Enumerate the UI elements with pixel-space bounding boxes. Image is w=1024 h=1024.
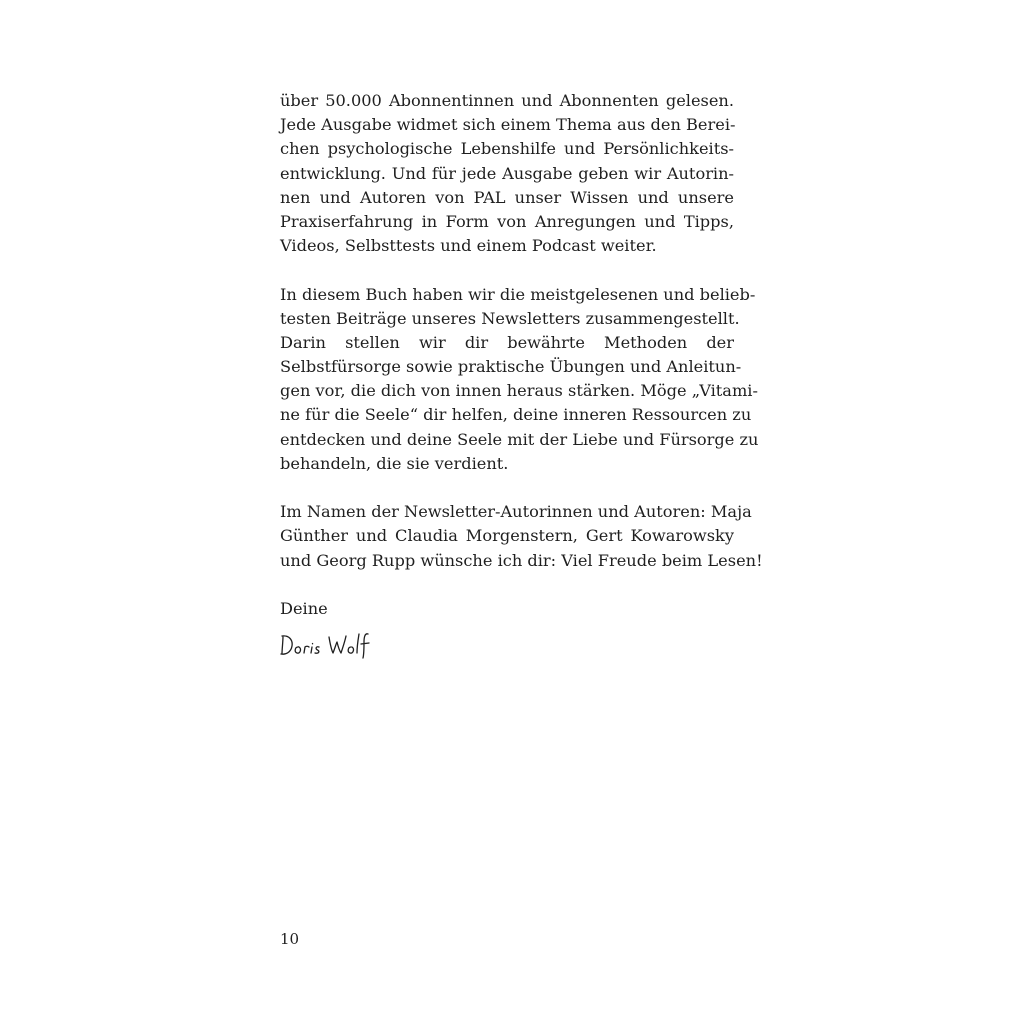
text-line: behandeln, die sie verdient. bbox=[280, 453, 509, 473]
text-line: Videos, Selbsttests und einem Podcast weiter. bbox=[280, 236, 657, 256]
text-line: und Georg Rupp wünsche ich dir: Viel Freude beim Lesen! bbox=[280, 550, 763, 570]
text-line: entwicklung. Und für jede Ausgabe geben wir Autorin- bbox=[280, 163, 734, 183]
text-line: entdecken und deine Seele mit der Liebe und Fürsorge zu bbox=[280, 429, 759, 449]
text-line: Günther und Claudia Morgenstern, Gert Kowarowsky bbox=[280, 526, 734, 546]
text-line: testen Beiträge unseres Newsletters zusammengestellt. bbox=[280, 308, 740, 328]
text-line: Darin stellen wir dir bewährte Methoden der bbox=[280, 332, 734, 352]
text-line: Im Namen der Newsletter-Autorinnen und Autoren: Maja bbox=[280, 502, 752, 522]
paragraph-gap bbox=[280, 573, 734, 597]
signature-image bbox=[279, 630, 379, 660]
text-line: In diesem Buch haben wir die meistgelesenen und belieb- bbox=[280, 284, 756, 304]
page-number: 10 bbox=[280, 930, 300, 948]
signature bbox=[279, 630, 379, 660]
paragraph-gap bbox=[280, 476, 734, 500]
closing-salutation: Deine bbox=[280, 598, 328, 618]
text-line: gen vor, die dich von innen heraus stärken. Möge „Vitami- bbox=[280, 381, 758, 401]
paragraph-1 bbox=[280, 89, 734, 258]
paragraph-gap bbox=[280, 258, 734, 282]
text-line: ne für die Seele“ dir helfen, deine inneren Ressourcen zu bbox=[280, 405, 752, 425]
paragraph-2 bbox=[280, 283, 759, 477]
text-line: Selbstfürsorge sowie praktische Übungen und Anleitun- bbox=[280, 357, 742, 377]
text-line: über 50.000 Abonnentinnen und Abonnenten gelesen. bbox=[280, 91, 734, 110]
text-line: nen und Autoren von PAL unser Wissen und unsere bbox=[280, 187, 734, 207]
text-line: Praxiserfahrung in Form von Anregungen und Tipps, bbox=[280, 211, 734, 231]
body-text bbox=[280, 89, 763, 621]
text-line: chen psychologische Lebenshilfe und Persönlichkeits- bbox=[280, 139, 734, 159]
paragraph-3 bbox=[280, 500, 763, 573]
text-line: Jede Ausgabe widmet sich einem Thema aus den Berei- bbox=[280, 115, 736, 135]
